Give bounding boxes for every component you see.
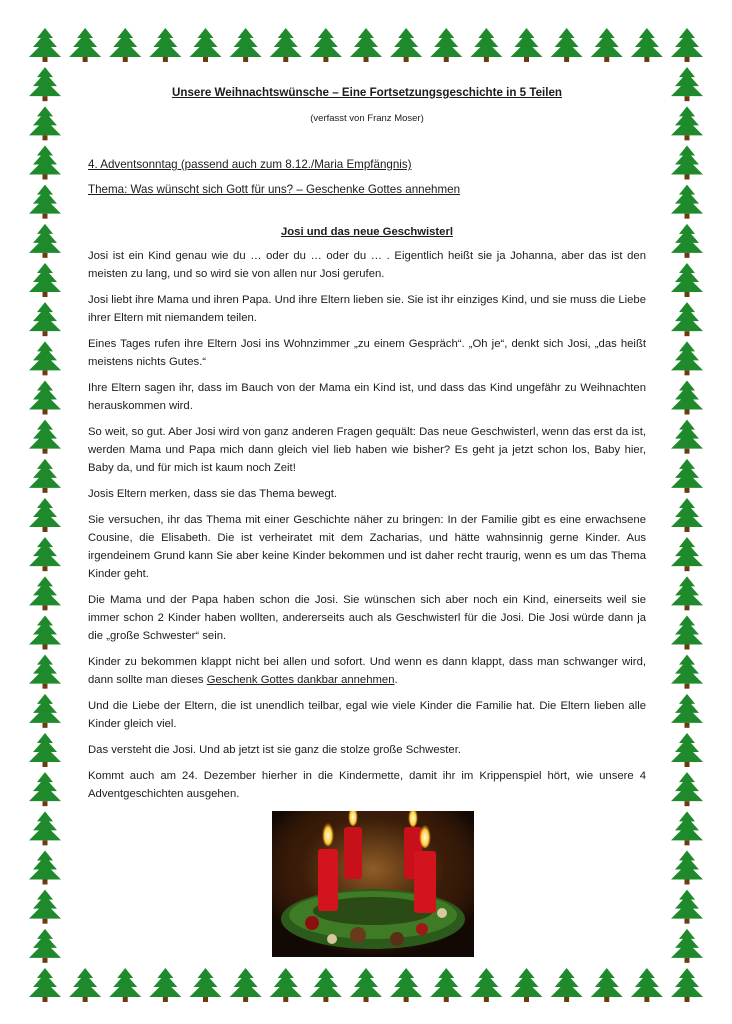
story-title: Josi und das neue Geschwisterl <box>280 226 454 238</box>
christmas-tree-icon <box>390 968 422 1002</box>
christmas-tree-icon <box>671 263 703 297</box>
christmas-tree-icon <box>671 302 703 336</box>
christmas-tree-icon <box>390 28 422 62</box>
christmas-tree-icon <box>671 851 703 885</box>
paragraph-text: . <box>394 674 398 686</box>
paragraph: Ihre Eltern sagen ihr, dass im Bauch von der Mama ein Kind ist, und dass das Kind ungefähr zu Weihnachten herauskommen wird. <box>88 382 646 412</box>
christmas-tree-icon <box>631 28 663 62</box>
christmas-tree-icon <box>671 890 703 924</box>
christmas-tree-icon <box>671 616 703 650</box>
christmas-tree-icon <box>230 968 262 1002</box>
christmas-tree-icon <box>470 28 502 62</box>
christmas-tree-icon <box>671 185 703 219</box>
advent-line: 4. Adventsonntag (passend auch zum 8.12./Maria Empfängnis) <box>88 158 412 171</box>
christmas-tree-icon <box>29 381 61 415</box>
christmas-tree-icon <box>310 968 342 1002</box>
christmas-tree-icon <box>591 28 623 62</box>
christmas-tree-icon <box>671 576 703 610</box>
christmas-tree-icon <box>29 67 61 101</box>
advent-wreath-photo <box>272 811 474 957</box>
christmas-tree-icon <box>671 968 703 1002</box>
christmas-tree-icon <box>671 772 703 806</box>
meta-block <box>88 155 646 199</box>
document-page <box>88 84 646 811</box>
christmas-tree-icon <box>671 498 703 532</box>
underlined-phrase: Geschenk Gottes dankbar annehmen <box>206 674 395 686</box>
christmas-tree-icon <box>270 28 302 62</box>
paragraph: Sie versuchen, ihr das Thema mit einer Geschichte näher zu bringen: In der Familie gibt es eine erwachsene Cousine, die Elisabeth. Die ist verheiratet mit dem Zacharias, und hätte wahnsinnig gerne Kinder. Aus irgendeinem Grund kann Sie aber keine Kinder bekommen und ist daher recht traurig, wenn es um das Thema Kinder geht. <box>88 514 646 580</box>
christmas-tree-icon <box>671 694 703 728</box>
christmas-tree-icon <box>671 537 703 571</box>
christmas-tree-icon <box>29 616 61 650</box>
christmas-tree-icon <box>29 341 61 375</box>
paragraph: Eines Tages rufen ihre Eltern Josi ins Wohnzimmer „zu einem Gespräch“. „Oh je“, denkt sich Josi, „das heißt meistens nichts Gutes.“ <box>88 338 646 368</box>
christmas-tree-icon <box>671 381 703 415</box>
christmas-tree-icon <box>29 302 61 336</box>
christmas-tree-icon <box>29 106 61 140</box>
christmas-tree-icon <box>29 224 61 258</box>
christmas-tree-icon <box>671 733 703 767</box>
christmas-tree-icon <box>270 968 302 1002</box>
christmas-tree-icon <box>591 968 623 1002</box>
christmas-tree-icon <box>29 498 61 532</box>
christmas-tree-icon <box>29 772 61 806</box>
christmas-tree-icon <box>511 968 543 1002</box>
christmas-tree-icon <box>29 537 61 571</box>
christmas-tree-icon <box>671 106 703 140</box>
christmas-tree-icon <box>29 28 61 62</box>
christmas-tree-icon <box>109 28 141 62</box>
christmas-tree-icon <box>29 263 61 297</box>
christmas-tree-icon <box>190 28 222 62</box>
paragraph: Josis Eltern merken, dass sie das Thema bewegt. <box>88 488 338 500</box>
christmas-tree-icon <box>29 576 61 610</box>
paragraph: Und die Liebe der Eltern, die ist unendlich teilbar, egal wie viele Kinder die Familie hat. Die Eltern lieben alle Kinder gleich viel. <box>88 700 646 730</box>
paragraph <box>88 653 646 689</box>
christmas-tree-icon <box>671 655 703 689</box>
paragraph: Das versteht die Josi. Und ab jetzt ist sie ganz die stolze große Schwester. <box>88 744 461 756</box>
christmas-tree-icon <box>470 968 502 1002</box>
christmas-tree-icon <box>149 28 181 62</box>
paragraph: Josi ist ein Kind genau wie du … oder du … oder du … . Eigentlich heißt sie ja Johanna, aber das ist den meisten zu lang, und so wird sie von allen nur Josi gerufen. <box>88 250 646 280</box>
christmas-tree-icon <box>29 851 61 885</box>
christmas-tree-icon <box>69 28 101 62</box>
christmas-tree-icon <box>230 28 262 62</box>
christmas-tree-icon <box>671 67 703 101</box>
christmas-tree-icon <box>29 811 61 845</box>
paragraph: So weit, so gut. Aber Josi wird von ganz anderen Fragen gequält: Das neue Geschwisterl, wenn das erst da ist, werden Mama und Papa mich dann gleich viel lieb haben wie bisher? Es geht ja jetzt schon los, Baby hier, Baby da, und für mich ist kaum noch Zeit! <box>88 426 646 474</box>
christmas-tree-icon <box>29 929 61 963</box>
christmas-tree-icon <box>671 28 703 62</box>
christmas-tree-icon <box>29 655 61 689</box>
christmas-tree-icon <box>29 185 61 219</box>
christmas-tree-icon <box>29 420 61 454</box>
christmas-tree-icon <box>631 968 663 1002</box>
christmas-tree-icon <box>511 28 543 62</box>
paragraph: Josi liebt ihre Mama und ihren Papa. Und ihre Eltern lieben sie. Sie ist ihr einziges Kind, und sie muss die Liebe ihrer Eltern mit niemandem teilen. <box>88 294 646 324</box>
christmas-tree-icon <box>671 341 703 375</box>
paragraph: Kommt auch am 24. Dezember hierher in die Kindermette, damit ihr im Krippenspiel hört, wie unsere 4 Adventgeschichten ausgehen. <box>88 770 646 800</box>
christmas-tree-icon <box>551 968 583 1002</box>
christmas-tree-icon <box>671 929 703 963</box>
christmas-tree-icon <box>29 694 61 728</box>
christmas-tree-icon <box>671 224 703 258</box>
christmas-tree-icon <box>29 733 61 767</box>
christmas-tree-icon <box>29 146 61 180</box>
christmas-tree-icon <box>310 28 342 62</box>
christmas-tree-icon <box>69 968 101 1002</box>
paragraph-text: Kinder zu bekommen klappt nicht bei allen und sofort. Und wenn es dann klappt, dass man schwanger wird, dann sollte man dieses <box>88 656 646 686</box>
author-line: (verfasst von Franz Moser) <box>310 113 424 124</box>
christmas-tree-icon <box>671 811 703 845</box>
christmas-tree-icon <box>551 28 583 62</box>
christmas-tree-icon <box>671 146 703 180</box>
christmas-tree-icon <box>671 459 703 493</box>
document-title: Unsere Weihnachtswünsche – Eine Fortsetzungsgeschichte in 5 Teilen <box>172 86 562 99</box>
christmas-tree-icon <box>350 28 382 62</box>
christmas-tree-icon <box>430 28 462 62</box>
christmas-tree-icon <box>671 420 703 454</box>
christmas-tree-icon <box>29 890 61 924</box>
christmas-tree-icon <box>109 968 141 1002</box>
christmas-tree-icon <box>149 968 181 1002</box>
theme-line: Thema: Was wünscht sich Gott für uns? – Geschenke Gottes annehmen <box>88 183 461 196</box>
christmas-tree-icon <box>350 968 382 1002</box>
christmas-tree-icon <box>29 459 61 493</box>
christmas-tree-icon <box>190 968 222 1002</box>
christmas-tree-icon <box>430 968 462 1002</box>
paragraph: Die Mama und der Papa haben schon die Josi. Sie wünschen sich aber noch ein Kind, einerseits weil sie immer schon 2 Kinder haben wollten, andererseits auch als Geschwisterl für die Josi. Die Josi würde dann ja die „große Schwester“ sein. <box>88 594 646 642</box>
christmas-tree-icon <box>29 968 61 1002</box>
